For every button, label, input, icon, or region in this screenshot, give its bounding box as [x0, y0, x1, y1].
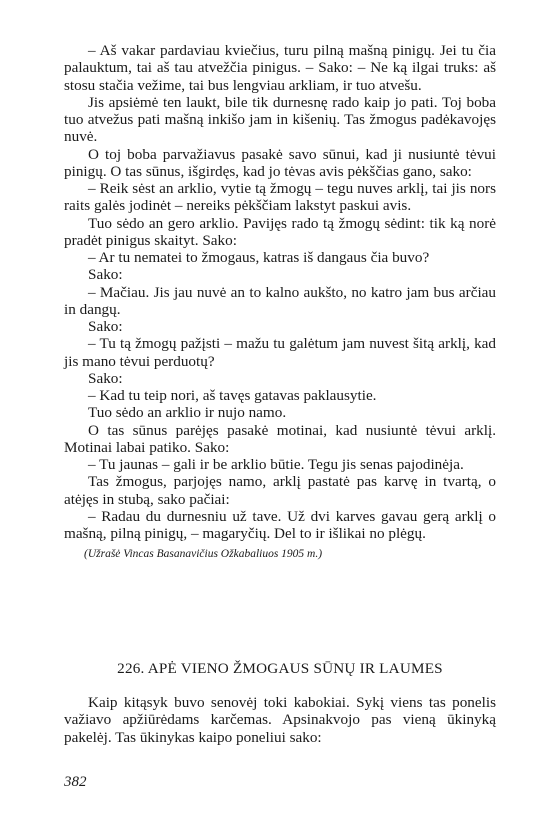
- page-number: 382: [64, 774, 87, 790]
- paragraph: – Tu tą žmogų pažįsti – mažu tu galėtum jam nuvest šitą arklį, kad jis mano tėvui perduotų?: [64, 335, 496, 370]
- paragraph: Sako:: [88, 369, 123, 387]
- paragraph: Tuo sėdo an gero arklio. Pavijęs rado tą žmogų sėdint: tik ką norė pradėt pinigus skaityt. Sako:: [64, 214, 496, 249]
- story-text-2: [64, 694, 496, 746]
- paragraph: Jis apsiėmė ten laukt, bile tik durnesnę rado kaip jo pati. Toj boba tuo atvežus pati mašną inkišo jam in kišenių. Tas žmogus padėkavojęs nuvė.: [64, 93, 496, 146]
- paragraph: O toj boba parvažiavus pasakė savo sūnui, kad ji nusiuntė tėvui pinigų. O tas sūnus, išgirdęs, kad jo tėvas avis pėkščias gano, sako:: [64, 145, 496, 180]
- source-note: (Užrašė Vincas Basanavičius Ožkabaliuos 1905 m.): [84, 548, 323, 561]
- paragraph: – Mačiau. Jis jau nuvė an to kalno aukšto, no katro jam bus arčiau in dangų.: [64, 283, 496, 318]
- paragraph: – Radau du durnesniu už tave. Už dvi karves gavau gerą arklį o mašną, pilną pinigų, – magaryčių. Del to ir išlikai no plėgų.: [64, 507, 496, 542]
- story-heading: 226. APĖ VIENO ŽMOGAUS SŪNŲ IR LAUMES: [117, 660, 443, 677]
- paragraph: Tuo sėdo an arklio ir nujo namo.: [88, 404, 287, 422]
- paragraph: – Reik sėst an arklio, vytie tą žmogų – tegu nuves arklį, tai jis nors raits galės jodinėt – nereiks pėkščiam lakstyt paskui avis.: [64, 180, 496, 215]
- paragraph: Sako:: [88, 266, 123, 284]
- paragraph: – Kad tu teip nori, aš tavęs gatavas paklausytie.: [88, 387, 377, 404]
- paragraph: – Aš vakar pardaviau kviečius, turu pilną mašną pinigų. Jei tu čia palauktum, tai aš tau atvežčia pinigus. – Sako: – Ne ką ilgai truks: aš stosu stačia vežime, tai bus lengviau arkliam, ir tuo atvešu.: [64, 42, 496, 94]
- paragraph: – Tu jaunas – gali ir be arklio būtie. Tegu jis senas pajodinėja.: [88, 456, 464, 473]
- paragraph: Sako:: [88, 318, 123, 335]
- paragraph: O tas sūnus parėjęs pasakė motinai, kad nusiuntė tėvui arklį. Motinai labai patiko. Sako:: [64, 421, 496, 456]
- paragraph: Kaip kitąsyk buvo senovėj toki kabokiai. Sykį viens tas ponelis važiavo apžiūrėdams karčemas. Apsinakvojo pas vieną ūkinyką pakelėj. Tas ūkinykas kaipo poneliui sako:: [64, 694, 496, 746]
- story-text: [64, 42, 496, 562]
- paragraph: Tas žmogus, parjojęs namo, arklį pastatė pas karvę in tvartą, o atėjęs in stubą, sako pačiai:: [64, 473, 496, 508]
- paragraph: – Ar tu nematei to žmogaus, katras iš dangaus čia buvo?: [88, 249, 430, 266]
